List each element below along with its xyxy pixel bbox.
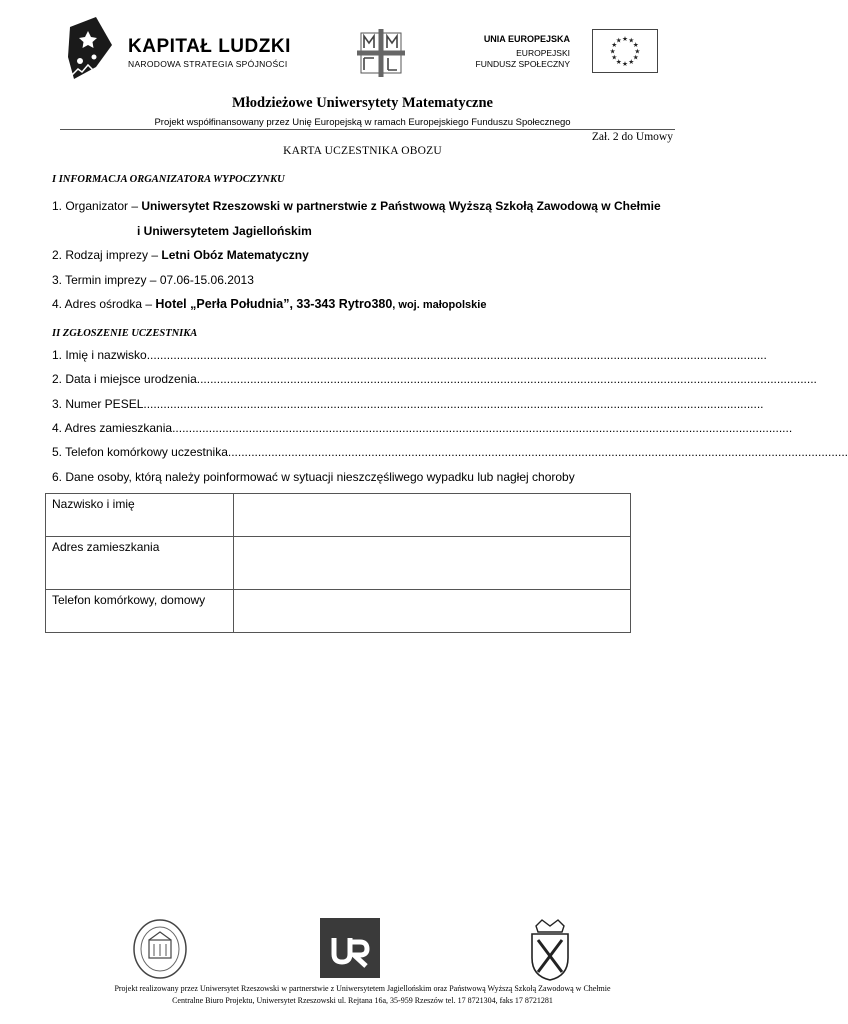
fill-in-dots: .......................................................................................................................................................................................... [227, 445, 848, 459]
contact-address-cell[interactable] [234, 537, 631, 590]
organizer-value-continued: i Uniwersytetem Jagiellońskim [137, 224, 312, 238]
venue-address-line [52, 297, 486, 311]
contact-name-label: Nazwisko i imię [46, 494, 234, 537]
pesel-field[interactable] [52, 397, 764, 411]
venue-address-suffix: , woj. małopolskie [392, 299, 487, 311]
full-name-label: 1. Imię i nazwisko [52, 348, 147, 362]
fill-in-dots: .......................................................................................................................................................................................... [146, 348, 767, 362]
fill-in-dots: .......................................................................................................................................................................................... [143, 397, 764, 411]
venue-address-label: 4. Adres ośrodka – [52, 297, 156, 311]
eu-star-icon: ★ [615, 36, 622, 45]
mobile-phone-field[interactable] [52, 445, 848, 459]
card-title: KARTA UCZESTNIKA OBOZU [283, 145, 442, 157]
emergency-contact-label: 6. Dane osoby, którą należy poinformować w sytuacji nieszczęśliwego wypadku lub nagłej choroby [52, 470, 575, 484]
home-address-label: 4. Adres zamieszkania [52, 421, 173, 435]
contact-phone-cell[interactable] [234, 590, 631, 633]
mum-logo-icon [352, 24, 410, 82]
home-address-field[interactable] [52, 421, 793, 435]
event-kind-line [52, 248, 309, 262]
fill-in-dots: .......................................................................................................................................................................................... [196, 372, 817, 386]
pwsz-seal-icon [132, 918, 188, 980]
uniwersytet-rzeszowski-logo-icon [320, 918, 380, 978]
eu-logo [475, 26, 660, 78]
birth-date-place-label: 2. Data i miejsce urodzenia [52, 372, 197, 386]
eu-star-icon: ★ [628, 58, 635, 67]
eu-star-icon: ★ [634, 47, 641, 56]
cofinance-note: Projekt współfinansowany przez Unię Europejską w ramach Europejskiego Funduszu Społecznego [154, 117, 571, 128]
eu-star-icon: ★ [611, 53, 618, 62]
footer-contact-note: Centralne Biuro Projektu, Uniwersytet Rzeszowski ul. Rejtana 16a, 35-959 Rzeszów tel. 17 8721304, faks 17 8721281 [172, 996, 553, 1005]
contact-address-label: Adres zamieszkania [46, 537, 234, 590]
eu-flag-icon [592, 29, 658, 73]
birth-date-place-field[interactable] [52, 372, 817, 386]
eu-star-icon: ★ [632, 41, 639, 50]
eu-star-icon: ★ [632, 53, 639, 62]
eu-star-icon: ★ [609, 47, 616, 56]
footer-project-note: Projekt realizowany przez Uniwersytet Rzeszowski w partnerstwie z Uniwersytetem Jagiellońskim oraz Państwową Wyższą Szkołą Zawodową w Chełmie [114, 984, 611, 993]
event-kind-label: 2. Rodzaj imprezy – [52, 248, 162, 262]
kapital-ludzki-subtitle: NARODOWA STRATEGIA SPÓJNOŚCI [128, 59, 288, 69]
table-row [46, 494, 631, 537]
emergency-contact-table [45, 493, 631, 633]
kapital-ludzki-emblem-icon [66, 17, 116, 83]
contact-phone-label: Telefon komórkowy, domowy [46, 590, 234, 633]
full-name-field[interactable] [52, 348, 767, 362]
event-kind-value: Letni Obóz Matematyczny [161, 248, 309, 262]
event-term-line: 3. Termin imprezy – 07.06-15.06.2013 [52, 273, 254, 287]
ue-line-3: FUNDUSZ SPOŁECZNY [475, 59, 570, 69]
section-1-heading: I INFORMACJA ORGANIZATORA WYPOCZYNKU [52, 174, 285, 185]
uniwersytet-jagiellonski-crest-icon [528, 916, 572, 982]
kapital-ludzki-title: KAPITAŁ LUDZKI [128, 36, 291, 57]
kapital-ludzki-logo [66, 17, 291, 85]
table-row [46, 590, 631, 633]
fill-in-dots: .......................................................................................................................................................................................... [172, 421, 793, 435]
ue-title: UNIA EUROPEJSKA [483, 34, 570, 44]
contact-name-cell[interactable] [234, 494, 631, 537]
document-title: Młodzieżowe Uniwersytety Matematyczne [232, 95, 493, 111]
ue-line-2: EUROPEJSKI [516, 48, 570, 58]
mobile-phone-label: 5. Telefon komórkowy uczestnika [52, 445, 228, 459]
eu-star-icon: ★ [622, 34, 628, 43]
header-divider [60, 129, 675, 130]
pesel-label: 3. Numer PESEL [52, 397, 144, 411]
section-2-heading: II ZGŁOSZENIE UCZESTNIKA [52, 328, 198, 339]
annex-label: Zał. 2 do Umowy [591, 131, 673, 143]
venue-address-value: Hotel „Perła Południa”, 33-343 Rytro380 [155, 297, 393, 311]
eu-star-icon: ★ [615, 58, 622, 67]
eu-star-icon: ★ [628, 36, 635, 45]
organizer-line [52, 199, 661, 213]
eu-star-icon: ★ [622, 59, 628, 68]
table-row [46, 537, 631, 590]
organizer-value: Uniwersytet Rzeszowski w partnerstwie z Państwową Wyższą Szkołą Zawodową w Chełmie [141, 199, 661, 213]
eu-star-icon: ★ [611, 41, 618, 50]
organizer-label: 1. Organizator – [52, 199, 142, 213]
